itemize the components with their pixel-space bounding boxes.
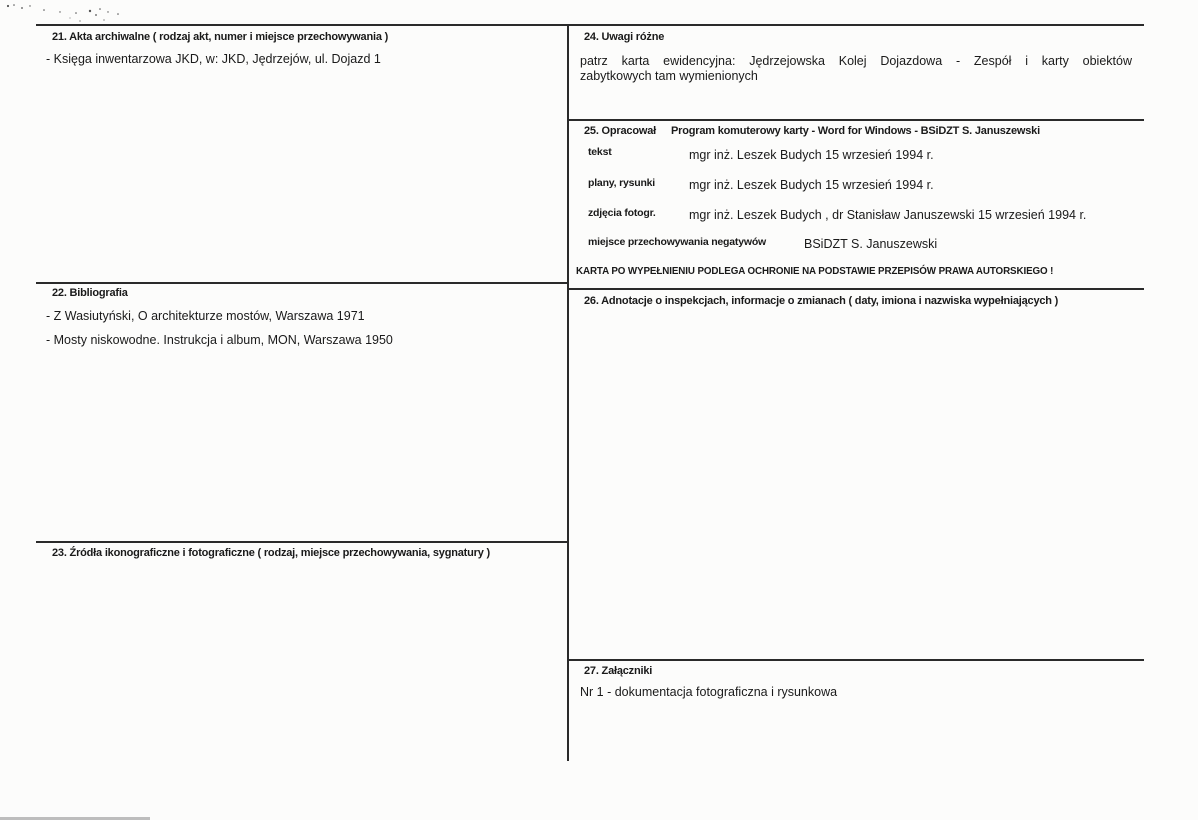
rule-26-27 [568,659,1144,661]
section-25-program: Program komuterowy karty - Word for Windows - BSiDZT S. Januszewski [671,125,1040,137]
rule-top [36,24,1144,26]
rule-24-25 [568,119,1144,121]
section-24-line-2: zabytkowych tam wymienionych [580,69,758,83]
section-21-entry: - Księga inwentarzowa JKD, w: JKD, Jędrzejów, ul. Dojazd 1 [46,52,381,66]
section-24-title: 24. Uwagi różne [584,31,665,43]
rule-center [567,24,569,761]
tekst-value: mgr inż. Leszek Budych 15 wrzesień 1994 r. [689,148,934,162]
section-22-title: 22. Bibliografia [52,287,128,299]
section-26-title: 26. Adnotacje o inspekcjach, informacje o zmianach ( daty, imiona i nazwiska wypełniających ) [584,295,1059,307]
section-25-title: 25. Opracował [584,125,656,137]
zdjecia-label: zdjęcia fotogr. [588,207,656,219]
zdjecia-value: mgr inż. Leszek Budych , dr Stanisław Januszewski 15 wrzesień 1994 r. [689,208,1087,222]
copyright-warning: KARTA PO WYPEŁNIENIU PODLEGA OCHRONIE NA PODSTAWIE PRZEPISÓW PRAWA AUTORSKIEGO ! [576,266,1054,277]
plany-label: plany, rysunki [588,177,656,189]
rule-21-22 [36,282,568,284]
tekst-label: tekst [588,146,612,158]
negatywy-label: miejsce przechowywania negatywów [588,236,766,248]
negatywy-value: BSiDZT S. Januszewski [804,237,938,251]
bibliography-item-1: - Z Wasiutyński, O architekturze mostów, Warszawa 1971 [46,309,365,323]
section-27-entry: Nr 1 - dokumentacja fotograficzna i rysunkowa [580,685,838,699]
section-24-line-1: patrz karta ewidencyjna: Jędrzejowska Kolej Dojazdowa - Zespół i karty obiektów [580,54,1132,68]
section-21-title: 21. Akta archiwalne ( rodzaj akt, numer i miejsce przechowywania ) [52,31,389,43]
section-23-title: 23. Źródła ikonograficzne i fotograficzne ( rodzaj, miejsce przechowywania, sygnatury ) [52,547,490,559]
section-27-title: 27. Załączniki [584,665,653,677]
rule-25-26 [568,288,1144,290]
bibliography-item-2: - Mosty niskowodne. Instrukcja i album, MON, Warszawa 1950 [46,333,393,347]
rule-22-23 [36,541,568,543]
plany-value: mgr inż. Leszek Budych 15 wrzesień 1994 r. [689,178,934,192]
